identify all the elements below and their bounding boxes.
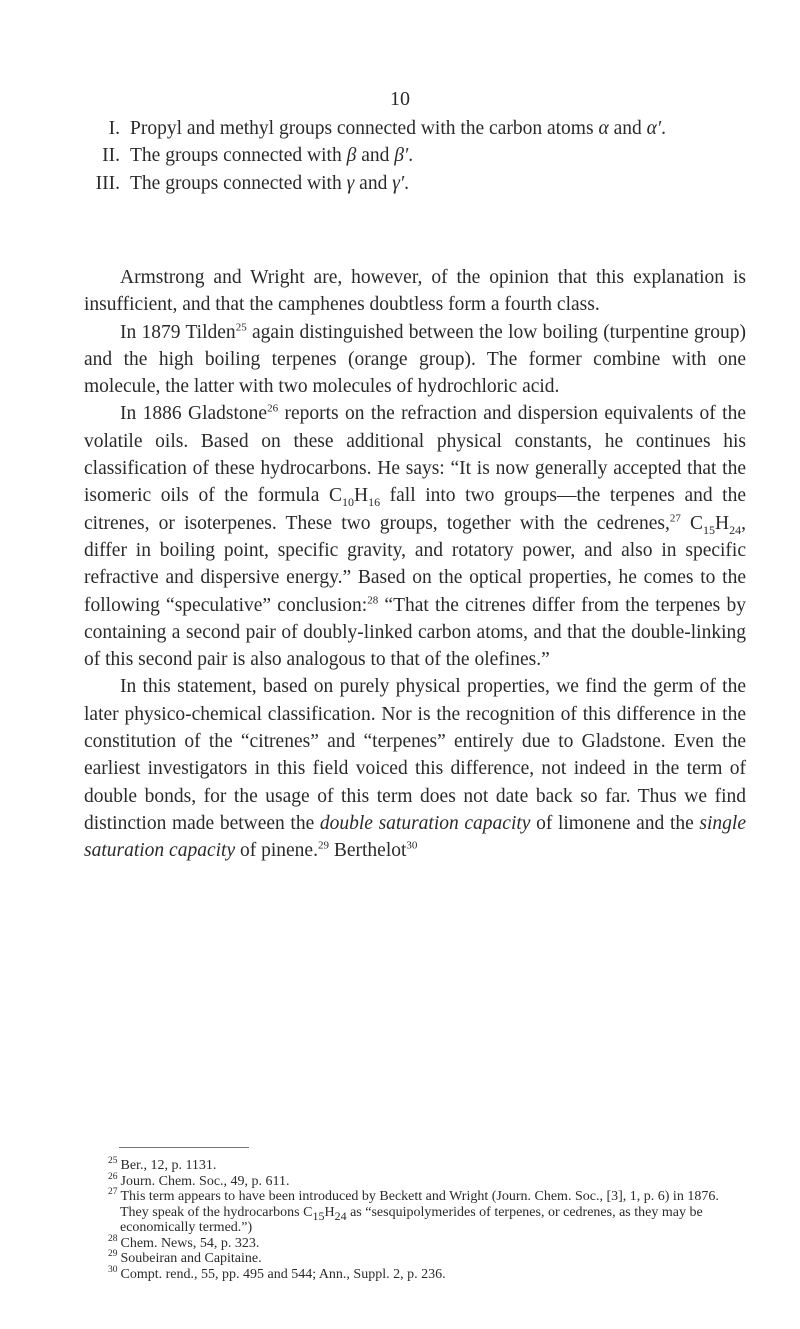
footnote: $^{28}$ Chem. News, 54, p. 323. [108,1233,260,1251]
list-item-text: Propyl and methyl groups connected with the carbon atoms α and α′. [130,118,666,139]
footnote-ref: 25 [235,321,247,334]
footnote-ref: 30 [406,839,418,852]
paragraph-statement: In this statement, based on purely physical properties, we find the germ of the later physico-chemical classification. Nor is the recognition of this difference in the constitution of the “citrenes” and “terpenes” entirely due to Gladstone. Even the earliest investigators in this field voiced this difference, not indeed in the term of double bonds, for the usage of this term does not date back so far. Thus we find distinction made between the double saturation capacity of limonene and the single saturation capacity of pinene.$^{29}$ Berthelot$^{30}$ [84,676,746,862]
footnote-ref: 26 [267,402,279,415]
footnote-ref: 29 [317,839,329,852]
page-number: 10 [390,88,410,110]
list-item [84,170,746,197]
list-item-number: I. [108,118,120,139]
list-item [84,115,746,142]
footnote: $^{30}$ Compt. rend., 55, pp. 495 and 544; Ann., Suppl. 2, p. 236. [108,1264,446,1282]
footnote: $^{25}$ Ber., 12, p. 1131. [108,1156,217,1173]
paragraph-armstrong: Armstrong and Wright are, however, of the opinion that this explanation is insufficient, and that the camphenes doubtless form a fourth class. [84,267,746,316]
footnote-ref: 27 [669,512,681,525]
list-item [84,142,746,169]
list-item-number: III. [95,172,120,194]
footnotes [84,1158,746,1282]
group-list [84,115,746,197]
footnote-divider [119,1147,249,1148]
list-item-text: The groups connected with γ and γ′. [130,172,410,194]
body-text [84,264,746,865]
list-item-number: II. [102,145,120,167]
footnote-ref: 28 [367,594,379,607]
footnote: $^{26}$ Journ. Chem. Soc., 49, p. 611. [108,1171,290,1189]
footnote: $^{27}$ This term appears to have been introduced by Beckett and Wright (Journ. Chem. Soc., [3], 1, p. 6) in 1876. They speak of the hydrocarbons $C_{15}H_{24}$ as “sesquipolymerides of terpenes, or cedrenes, as they may be economically termed.”) [108,1187,719,1235]
paragraph-tilden: In 1879 Tilden$^{25}$ again distinguished between the low boiling (turpentine group) and the high boiling terpenes (orange group). The former combine with one molecule, the latter with two molecules of hydrochloric acid. [84,321,747,398]
paragraph-gladstone: In 1886 Gladstone$^{26}$ reports on the refraction and dispersion equivalents of the volatile oils. Based on these additional physical constants, he continues his classification of these hydrocarbons. He says: “It is now generally accepted that the isomeric oils of the formula $C_{10}H_{16}$ fall into two groups—the terpenes and the citrenes, or isoterpenes. These two groups, together with the cedrenes,$^{27}$ $C_{15}H_{24}$, differ in boiling point, specific gravity, and rotatory power, and also in specific refractive and dispersive energy.” Based on the optical properties, he comes to the following “speculative” conclusion:$^{28}$ “That the citrenes differ from the terpenes by containing a second pair of doubly-linked carbon atoms, and that the double-linking of this second pair is also analogous to that of the olefines.” [84,402,747,671]
footnote: $^{29}$ Soubeiran and Capitaine. [108,1249,262,1266]
list-item-text: The groups connected with β and β′. [130,145,414,167]
